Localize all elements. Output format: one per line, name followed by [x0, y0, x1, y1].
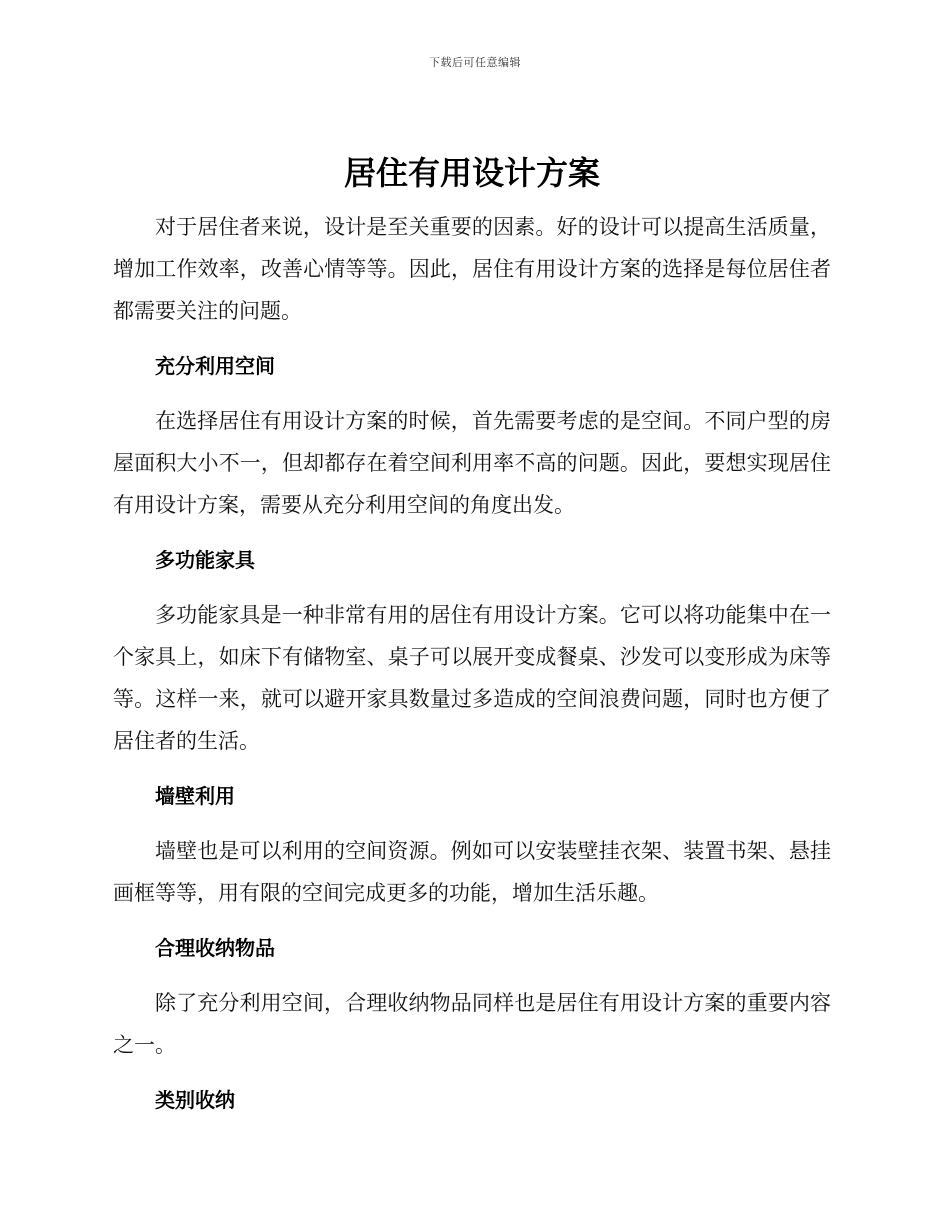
section-paragraph-storage: 除了充分利用空间，合理收纳物品同样也是居住有用设计方案的重要内容之一。 — [113, 991, 831, 1057]
intro-paragraph: 对于居住者来说，设计是至关重要的因素。好的设计可以提高生活质量，增加工作效率，改善心情等等。因此，居住有用设计方案的选择是每位居住者都需要关注的问题。 — [113, 215, 831, 323]
document-title: 居住有用设计方案 — [343, 154, 600, 192]
document-body — [113, 150, 831, 1134]
section-paragraph-multifunction-furniture: 多功能家具是一种非常有用的居住有用设计方案。它可以将功能集中在一个家具上，如床下有储物室、桌子可以展开变成餐桌、沙发可以变形成为床等等。这样一来，就可以避开家具数量过多造成的空间浪费问题，同时也方便了居住者的生活。 — [113, 603, 831, 753]
section-heading-multifunction-furniture: 多功能家具 — [155, 548, 255, 572]
section-heading-space: 充分利用空间 — [155, 354, 275, 378]
section-paragraph-space: 在选择居住有用设计方案的时候，首先需要考虑的是空间。不同户型的房屋面积大小不一，但却都存在着空间利用率不高的问题。因此，要想实现居住有用设计方案，需要从充分利用空间的角度出发。 — [113, 409, 831, 517]
section-heading-category-storage: 类别收纳 — [155, 1088, 235, 1112]
section-heading-wall-use: 墙壁利用 — [155, 784, 235, 808]
section-paragraph-wall-use: 墙壁也是可以利用的空间资源。例如可以安装壁挂衣架、装置书架、悬挂画框等等，用有限的空间完成更多的功能，增加生活乐趣。 — [113, 839, 831, 905]
section-heading-storage: 合理收纳物品 — [155, 936, 275, 960]
header-note: 下载后可任意编辑 — [429, 56, 521, 69]
